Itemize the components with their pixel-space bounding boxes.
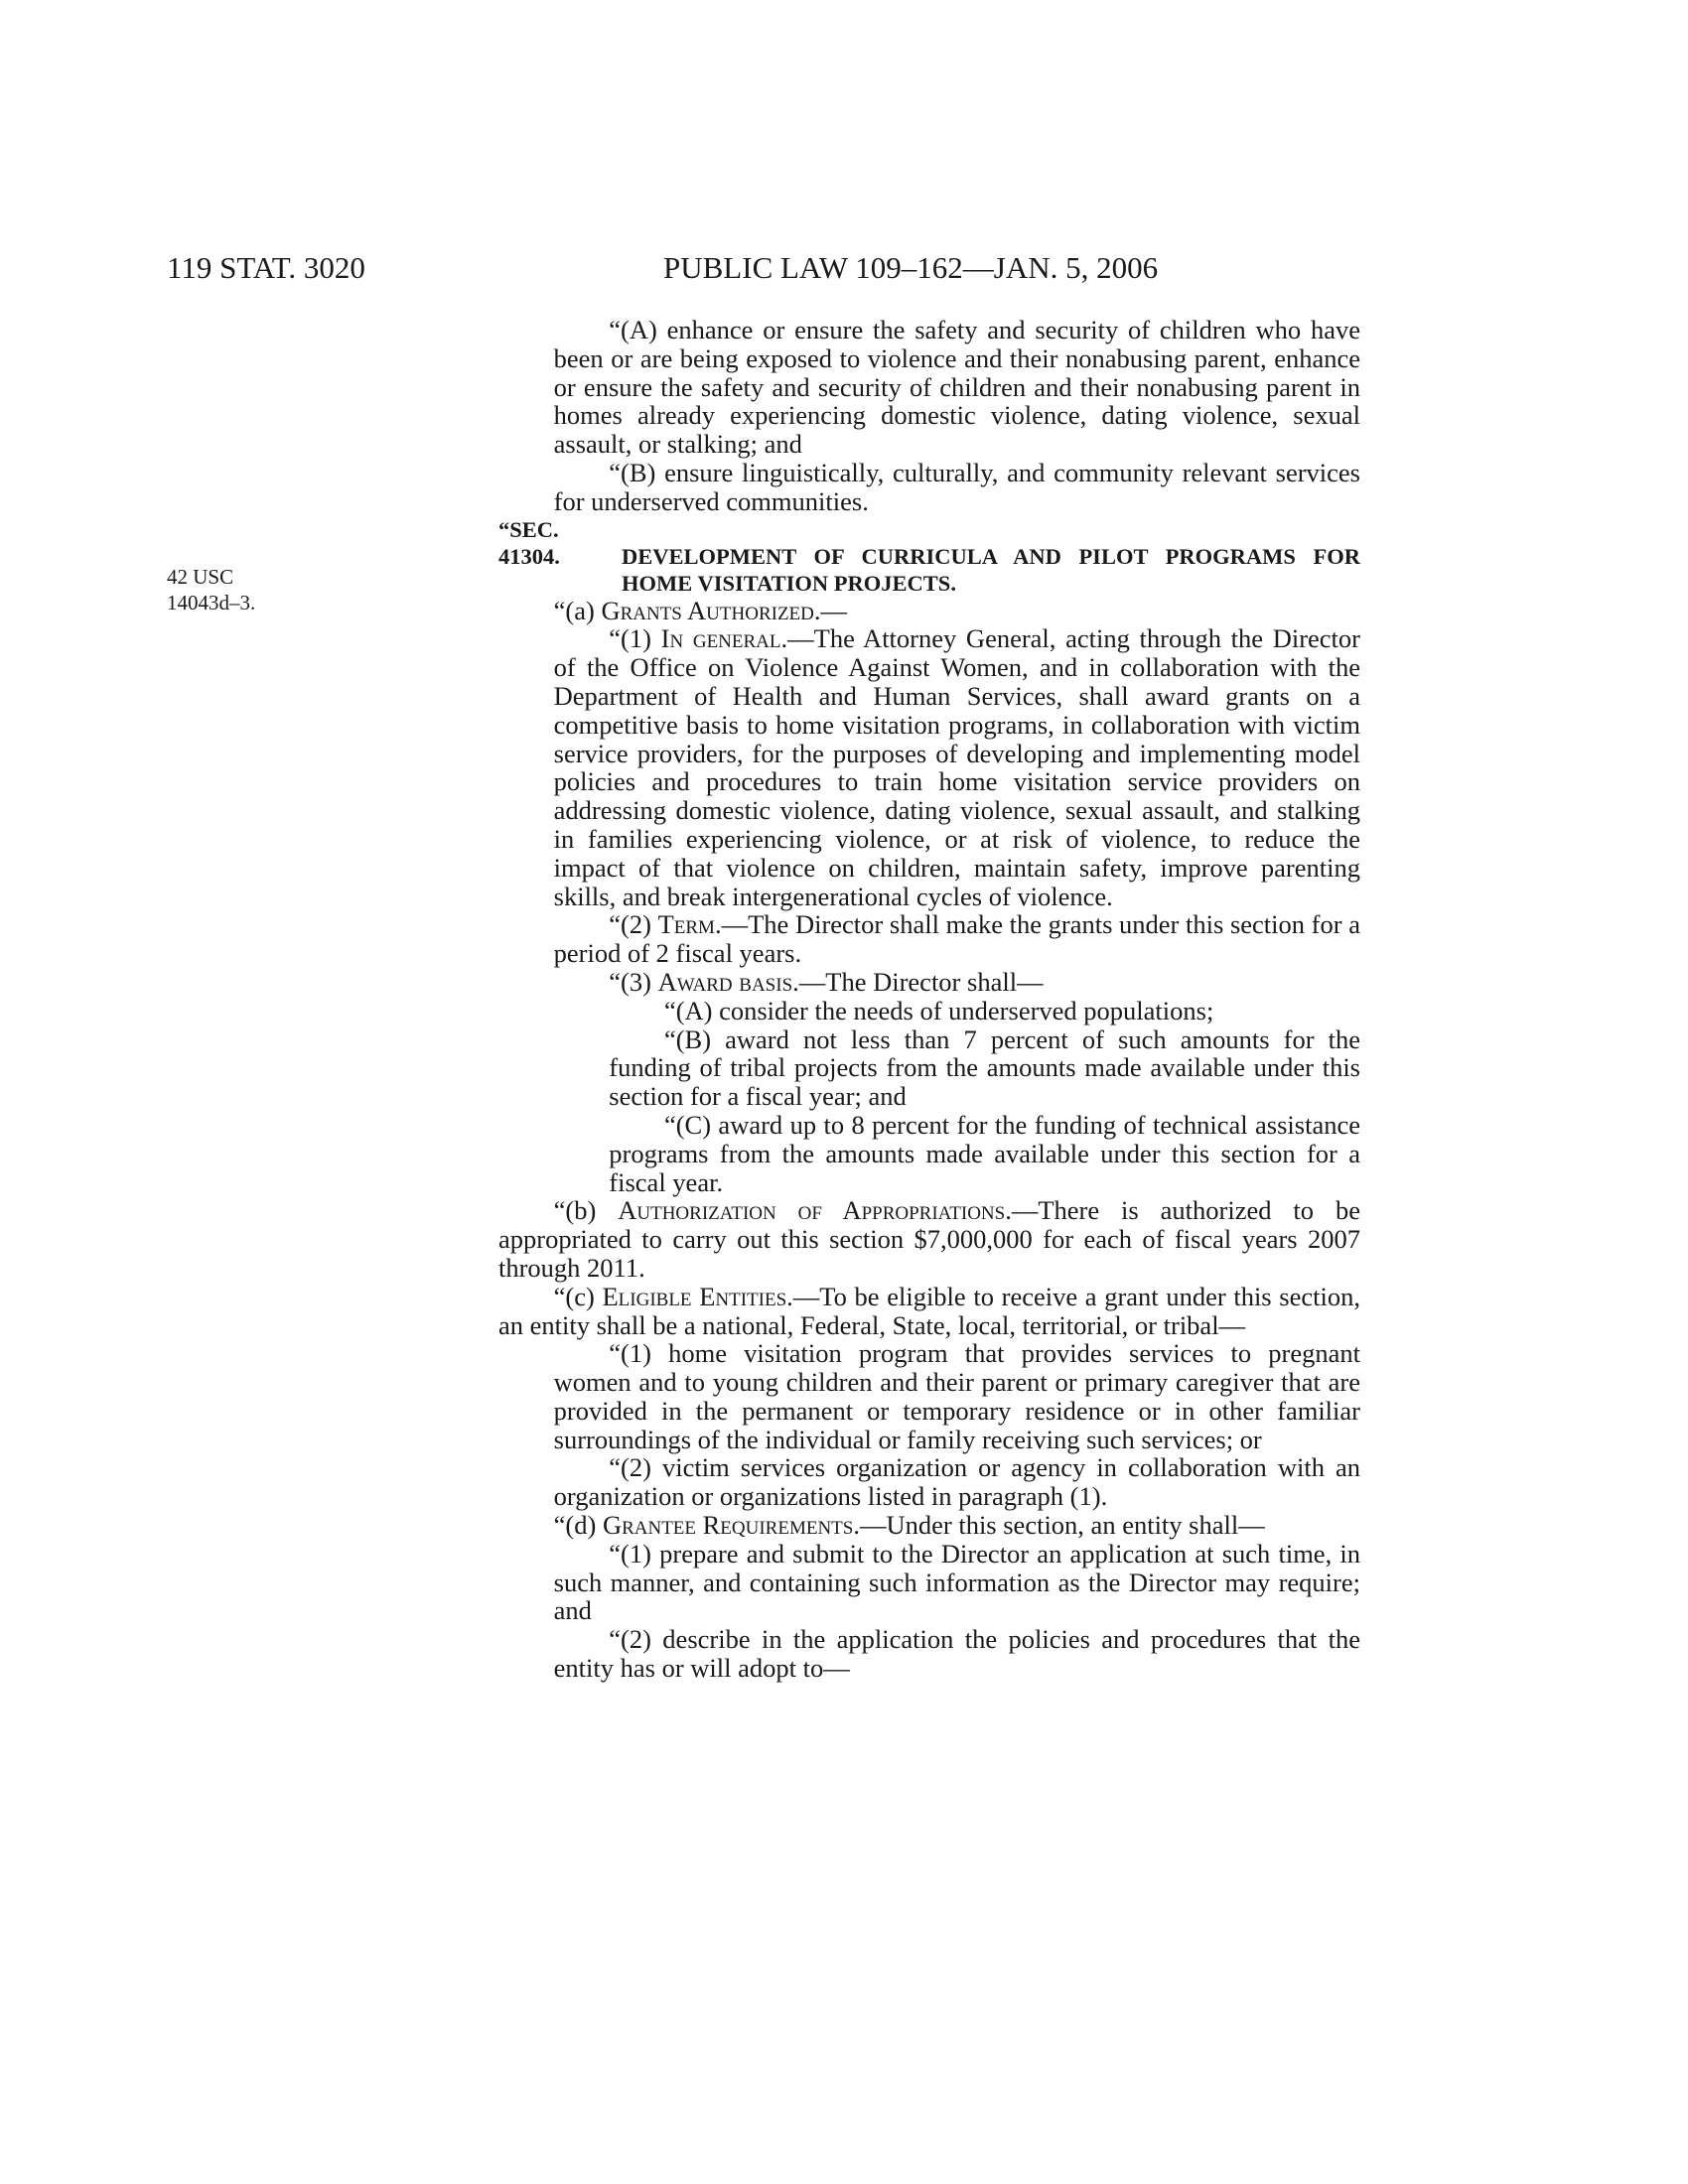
public-law-title: PUBLIC LAW 109–162—JAN. 5, 2006 (663, 250, 1159, 285)
paragraph-a2: “(2) Term.—The Director shall make the grants under this section for a period of 2 fiscal years. (553, 909, 1360, 969)
paragraph-a1: “(1) In general.—The Attorney General, acting through the Director of the Office on Violence Against Women, and in collaboration with the Department of Health and Human Services, shall award grants on a competitive basis to home visitation programs, in collaboration with victim service providers, for the purposes of developing and implementing model policies and procedures to train home visitation service providers on addressing domestic violence, dating violence, sexual assault, and stalking in families experiencing violence, or at risk of violence, to reduce the impact of that violence on children, maintain safety, improve parenting skills, and break intergenerational cycles of violence. (553, 623, 1360, 911)
margin-citation-line-2: 14043d–3. (167, 591, 256, 614)
section-number: “SEC. 41304. (498, 516, 560, 569)
paragraph-B: “(B) ensure linguistically, culturally, and community relevant services for underserved communities. (553, 457, 1360, 516)
paragraph-c1: “(1) home visitation program that provides services to pregnant women and to young children and their parent or primary caregiver that are provided in the permanent or temporary residence or in other familiar surroundings of the individual or family receiving such services; or (553, 1338, 1360, 1454)
paragraph-d2: “(2) describe in the application the policies and procedures that the entity has or will adopt to— (553, 1624, 1360, 1684)
statute-text-column (498, 316, 1360, 1683)
paragraph-a3: “(3) Award basis.—The Director shall— (609, 966, 1044, 997)
paragraph-c2: “(2) victim services organization or agency in collaboration with an organization or organizations listed in paragraph (1). (553, 1452, 1360, 1512)
subparagraph-a3C: “(C) award up to 8 percent for the funding of technical assistance programs from the amounts made available under this section for a fiscal year. (609, 1109, 1360, 1197)
subsection-c: “(c) Eligible Entities.—To be eligible to receive a grant under this section, an entity shall be a national, Federal, State, local, territorial, or tribal— (498, 1281, 1360, 1340)
paragraph-A: “(A) enhance or ensure the safety and security of children who have been or are being exposed to violence and their nonabusing parent, enhance or ensure the safety and security of children and their nonabusing parent in homes already experiencing domestic violence, dating violence, sexual assault, or stalking; and (553, 315, 1360, 460)
paragraph-d1: “(1) prepare and submit to the Director an application at such time, in such manner, and containing such information as the Director may require; and (553, 1538, 1360, 1626)
section-heading (498, 516, 1360, 597)
statute-page-number: 119 STAT. 3020 (167, 250, 365, 285)
subparagraph-a3B: “(B) award not less than 7 percent of such amounts for the funding of tribal projects from the amounts made available under this section for a fiscal year; and (609, 1024, 1360, 1112)
subsection-d: “(d) Grantee Requirements.—Under this section, an entity shall— (553, 1510, 1265, 1541)
subsection-b: “(b) Authorization of Appropriations.—There is authorized to be appropriated to carry out this section $7,000,000 for each of fiscal years 2007 through 2011. (498, 1195, 1360, 1283)
subsection-a-heading: “(a) Grants Authorized.— (553, 595, 848, 625)
margin-citation (167, 564, 316, 615)
subparagraph-a3A: “(A) consider the needs of underserved populations; (663, 995, 1214, 1025)
running-head (167, 248, 1378, 288)
section-title: DEVELOPMENT OF CURRICULA AND PILOT PROGRAMS FOR HOME VISITATION PROJECTS. (622, 543, 1360, 596)
margin-citation-line-1: 42 USC (167, 565, 234, 589)
